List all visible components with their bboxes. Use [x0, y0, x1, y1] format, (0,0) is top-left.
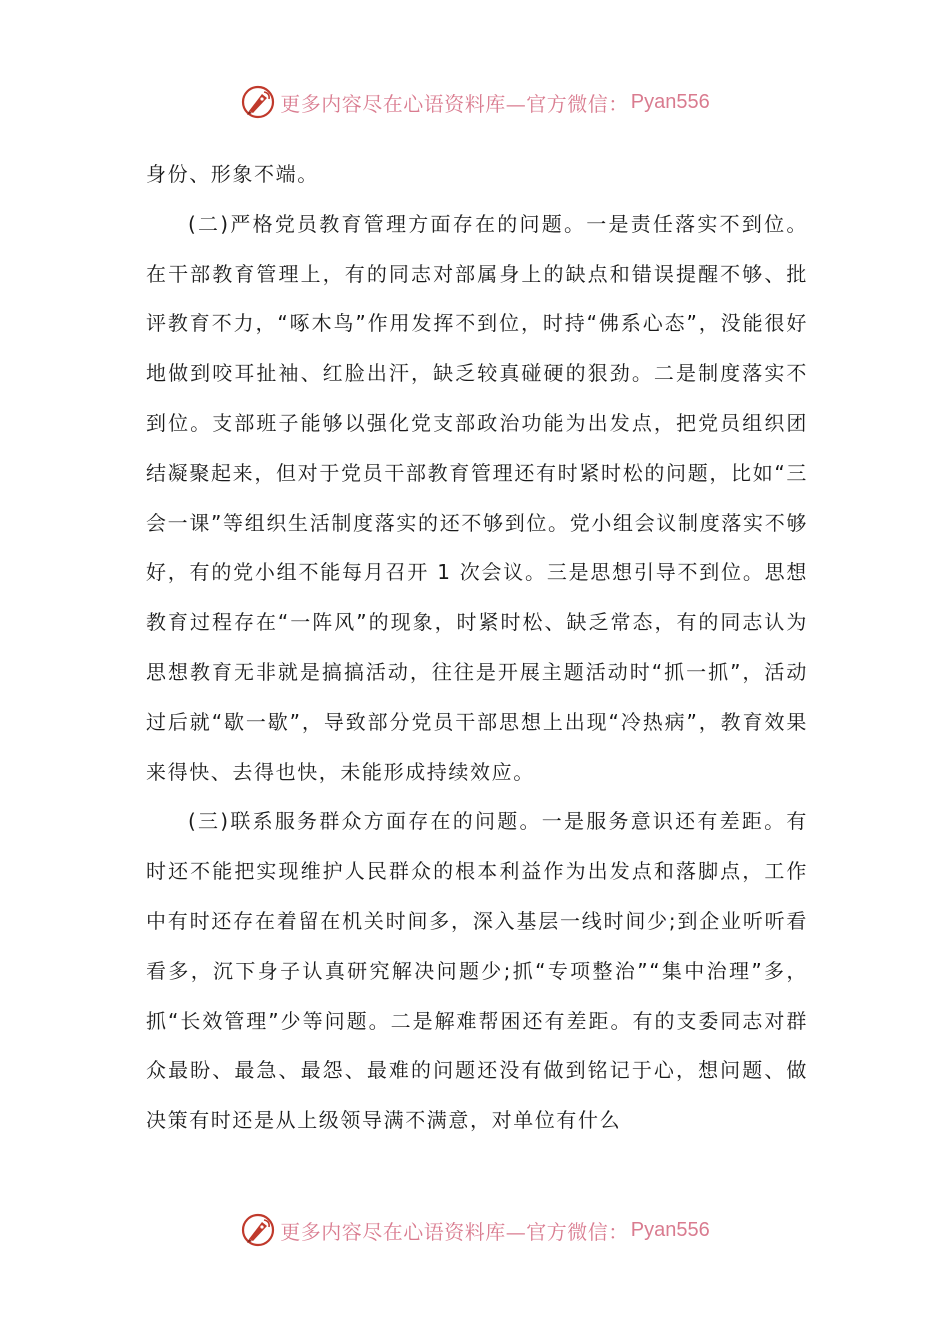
paragraph-continuation: 身份、形象不端。: [146, 162, 319, 186]
watermark-wechat-id: Pyan556: [630, 90, 710, 113]
watermark-text: 更多内容尽在心语资料库—官方微信：: [280, 91, 629, 116]
pen-nib-logo-icon: [240, 1212, 276, 1248]
pen-nib-logo-icon: [240, 84, 276, 120]
paragraph-party-education: (二)严格党员教育管理方面存在的问题。一是责任落实不到位。在干部教育管理上，有的同志对部属身上的缺点和错误提醒不够、批评教育不力，“啄木鸟”作用发挥不到位，时持“佛系心态”，没能很好地做到咬耳扯袖、红脸出汗，缺乏较真碰硬的狠劲。二是制度落实不到位。支部班子能够以强化党支部政治功能为出发点，把党员组织团结凝聚起来，但对于党员干部教育管理还有时紧时松的问题，比如“三会一课”等组织生活制度落实的还不够到位。党小组会议制度落实不够好，有的党小组不能每月召开 1 次会议。三是思想引导不到位。思想教育过程存在“一阵风”的现象，时紧时松、缺乏常态，有的同志认为思想教育无非就是搞搞活动，往往是开展主题活动时“抓一抓”，活动过后就“歇一歇”，导致部分党员干部思想上出现“冷热病”，教育效果来得快、去得也快，未能形成持续效应。: [146, 211, 808, 784]
watermark-banner-top: [0, 82, 950, 122]
watermark-banner-bottom: [0, 1210, 950, 1250]
document-body: [146, 150, 808, 1146]
paragraph-serving-masses: (三)联系服务群众方面存在的问题。一是服务意识还有差距。有时还不能把实现维护人民群众的根本利益作为出发点和落脚点，工作中有时还存在着留在机关时间多，深入基层一线时间少;到企业听听看看多，沉下身子认真研究解决问题少;抓“专项整治”“集中治理”多，抓“长效管理”少等问题。二是解难帮困还有差距。有的支委同志对群众最盼、最急、最怨、最难的问题还没有做到铭记于心，想问题、做决策有时还是从上级领导满不满意，对单位有什么: [146, 809, 808, 1133]
watermark-wechat-id: Pyan556: [630, 1218, 710, 1241]
watermark-text: 更多内容尽在心语资料库—官方微信：: [280, 1219, 629, 1244]
